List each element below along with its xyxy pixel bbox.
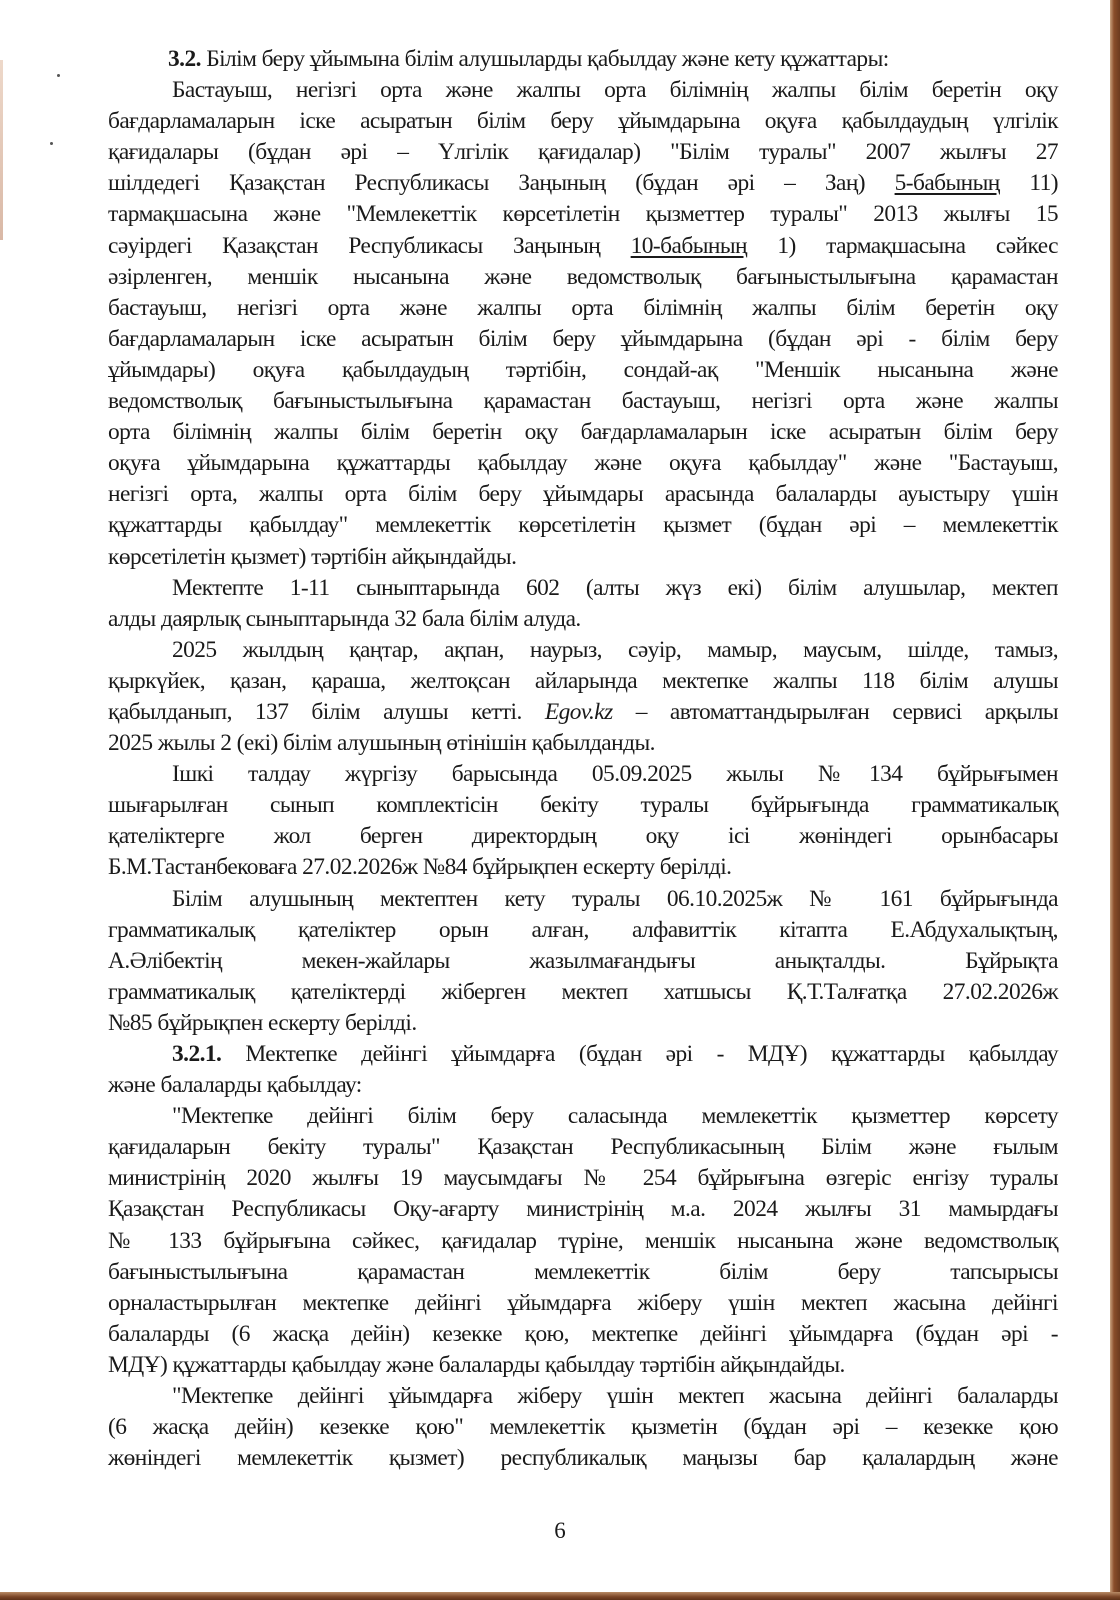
text-line: қағидалары (бұдан әрі – Үлгілік қағидалар) "Білім туралы" 2007 жылғы 27: [108, 139, 1058, 166]
text-line: [108, 231, 1058, 262]
paper-speck: [50, 142, 53, 145]
text-line: балаларды (6 жасқа дейін) кезекке қою, мектепке дейінгі ұйымдарға (бұдан әрі -: [108, 1320, 1058, 1347]
text-line: министрінің 2020 жылғы 19 маусымдағы № 254 бұйрығына өзгеріс енгізу туралы: [108, 1165, 1058, 1192]
text-line: қағидаларын бекіту туралы" Қазақстан Республикасының Білім және ғылым: [108, 1134, 1058, 1161]
text-line: Ішкі талдау жүргізу барысында 05.09.2025 жылы №134 бұйрығымен: [172, 761, 1058, 788]
text-line: (6 жасқа дейін) кезекке қою" мемлекеттік қызметін (бұдан әрі – кезекке қою: [108, 1414, 1058, 1441]
text-line: ведомстволық бағыныстылығына қарамастан бастауыш, негізгі орта және жалпы: [108, 388, 1058, 415]
text-line: негізгі орта, жалпы орта білім беру ұйымдары арасында балаларды ауыстыру үшін: [108, 481, 1058, 508]
text-line: шығарылған сынып комплектісін бекіту туралы бұйрығында грамматикалық: [108, 792, 1058, 819]
text-span: сәуірдегі Қазақстан Республикасы Заңының: [108, 232, 631, 259]
text-line: бағдарламаларын іске асыратын білім беру ұйымдарына (бұдан әрі - білім беру: [108, 325, 1058, 352]
document-page: [108, 44, 1058, 1474]
photo-edge-left: [0, 60, 3, 240]
text-line: 2025 жылдың қаңтар, ақпан, наурыз, сәуір, мамыр, маусым, шілде, тамыз,: [172, 636, 1058, 663]
text-line: орта білімнің жалпы білім беретін оқу бағдарламаларын іске асыратын білім беру: [108, 419, 1058, 446]
text-line: А.Әлібектің мекен-жайлары жазылмағандығы анықталды. Бұйрықта: [108, 947, 1058, 974]
subsection-number: 3.2.1.: [172, 1041, 222, 1067]
text-line: жөніндегі мемлекеттік қызмет) республикалық маңызы бар қалалардың және: [108, 1445, 1058, 1472]
text-line: құжаттарды қабылдау" мемлекеттік көрсетілетін қызмет (бұдан әрі – мемлекеттік: [108, 512, 1058, 539]
section-heading: [108, 44, 1058, 75]
text-line: қыркүйек, қазан, қараша, желтоқсан айларында мектепке жалпы 118 білім алушы: [108, 667, 1058, 694]
text-line: 2025 жылы 2 (екі) білім алушының өтінішін қабылданды.: [108, 730, 655, 757]
text-line: бағдарламаларын іске асыратын білім беру ұйымдарына оқуға қабылдаудың үлгілік: [108, 108, 1058, 135]
text-line: бастауыш, негізгі орта және жалпы орта білімнің жалпы білім беретін оқу: [108, 294, 1058, 321]
text-line: ұйымдары) оқуға қабылдаудың тәртібін, сондай-ақ "Меншік нысанына және: [108, 356, 1058, 383]
subsection-heading: [108, 1039, 1058, 1101]
text-line: орналастырылған мектепке дейінгі ұйымдарға жіберу үшін мектеп жасына дейінгі: [108, 1289, 1058, 1316]
paragraph-admissions-2025: [108, 635, 1058, 759]
text-span: шілдедегі Қазақстан Республикасы Заңының (бұдан әрі – Заң): [108, 170, 895, 197]
text-line: №85 бұйрықпен ескерту берілді.: [108, 1009, 417, 1036]
text-line: грамматикалық қателіктер орын алған, алфавиттік кітапта Е.Абдухалықтың,: [108, 916, 1058, 943]
text-span: қабылданып, 137 білім алушы кетті.: [108, 698, 545, 725]
text-line: Қазақстан Республикасы Оқу-ағарту министрінің м.а. 2024 жылғы 31 мамырдағы: [108, 1196, 1058, 1223]
paragraph-student-count: [108, 573, 1058, 635]
text-line: көрсетілетін қызмет) тәртібін айқындайды.: [108, 543, 517, 570]
section-number: 3.2.: [168, 46, 201, 72]
text-line: қателіктерге жол берген директордың оқу ісі жөніндегі орынбасары: [108, 823, 1058, 850]
paragraph-queue-service: [108, 1381, 1058, 1474]
text-line: Бастауыш, негізгі орта және жалпы орта білімнің жалпы білім беретін оқу: [172, 77, 1058, 104]
text-line: [108, 1039, 1058, 1070]
text-line: тармақшасына және "Мемлекеттік көрсетілетін қызметтер туралы" 2013 жылғы 15: [108, 201, 1058, 228]
photo-edge-right: [1110, 0, 1120, 1600]
paper-speck: [57, 74, 60, 77]
photo-edge-bottom: [0, 1592, 1120, 1600]
text-line: "Мектепке дейінгі білім беру саласында мемлекеттік қызметтер көрсету: [172, 1103, 1058, 1130]
text-line: грамматикалық қателіктерді жіберген мектеп хатшысы Қ.Т.Талғатқа 27.02.2026ж: [108, 978, 1058, 1005]
text-line: [108, 168, 1058, 199]
text-line: және балаларды қабылдау:: [108, 1072, 362, 1099]
subsection-title: Мектепке дейінгі ұйымдарға (бұдан әрі - МДҰ) құжаттарды қабылдау: [221, 1041, 1058, 1067]
text-line: бағыныстылығына қарамастан мемлекеттік білім беру тапсырысы: [108, 1258, 1058, 1285]
text-line: оқуға ұйымдарына құжаттарды қабылдау және оқуға қабылдау" және "Бастауыш,: [108, 450, 1058, 477]
text-line: МДҰ) құжаттарды қабылдау және балаларды қабылдау тәртібін айқындайды.: [108, 1351, 845, 1378]
text-span: – автоматтандырылған сервисі арқылы: [612, 698, 1058, 725]
text-line: Б.М.Тастанбековаға 27.02.2026ж №84 бұйрықпен ескерту берілді.: [108, 854, 732, 881]
paragraph-departure-order: [108, 884, 1058, 1039]
egov-service-name: Egov.kz: [544, 698, 613, 725]
law-article-link[interactable]: 10-бабының: [630, 232, 747, 259]
text-line: әзірленген, меншік нысанына және ведомстволық бағыныстылығына қарамастан: [108, 263, 1058, 290]
paragraph-internal-analysis: [108, 759, 1058, 883]
text-line: Білім алушының мектептен кету туралы 06.10.2025ж № 161 бұйрығында: [172, 885, 1058, 912]
page-number: 6: [554, 1518, 566, 1543]
text-line: "Мектепке дейінгі ұйымдарға жіберу үшін мектеп жасына дейінгі балаларды: [172, 1383, 1058, 1410]
paragraph-preschool-rules: [108, 1101, 1058, 1381]
section-title: Білім беру ұйымына білім алушыларды қабылдау және кету құжаттары:: [200, 46, 889, 72]
text-line: алды даярлық сыныптарында 32 бала білім алуда.: [108, 605, 581, 632]
text-line: [108, 697, 1058, 728]
text-span: 11): [999, 170, 1058, 197]
text-line: № 133 бұйрығына сәйкес, қағидалар түріне, меншік нысанына және ведомстволық: [108, 1227, 1058, 1254]
paragraph-regulations: [108, 75, 1058, 573]
text-span: 1) тармақшасына сәйкес: [746, 232, 1058, 259]
text-line: Мектепте 1-11 сыныптарында 602 (алты жүз екі) білім алушылар, мектеп: [172, 574, 1058, 601]
law-article-link[interactable]: 5-бабының: [894, 170, 1000, 197]
